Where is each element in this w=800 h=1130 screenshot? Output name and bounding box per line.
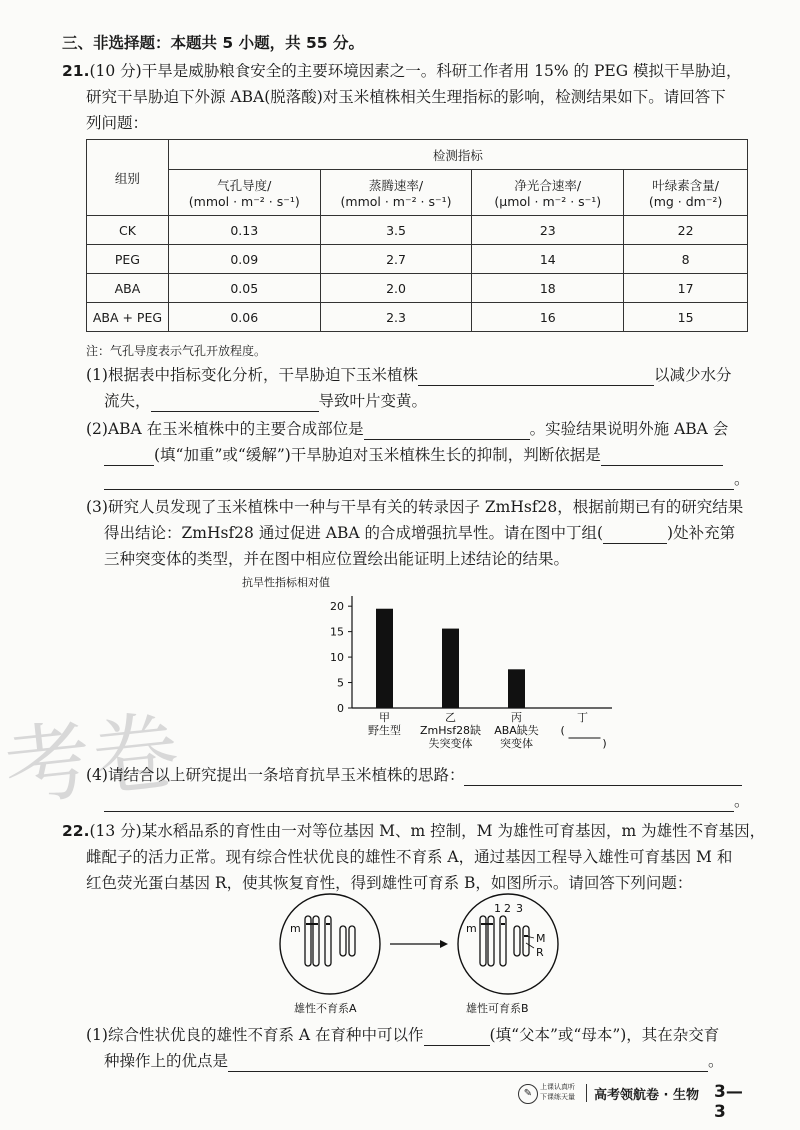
chart-category-label: ZmHsf28缺 — [419, 724, 482, 737]
q22-intro-line1 — [62, 820, 765, 842]
answer-blank[interactable] — [151, 393, 319, 412]
q21-part3-line2: 得出结论：ZmHsf28 通过促进 ABA 的合成增强抗旱性。请在图中丁组( )处补充第 — [104, 524, 736, 542]
chart-category-label: 野生型 — [368, 724, 401, 737]
q21-part3-line3: 三种突变体的类型，并在图中相应位置绘出能证明上述结论的结果。 — [104, 550, 570, 568]
chrom-number-1: 1 — [494, 902, 501, 915]
chrom-number-3: 3 — [516, 902, 523, 915]
q21-intro-line2: 研究干旱胁迫下外源 ABA(脱落酸)对玉米植株相关生理指标的影响，检测结果如下。请回答下 — [86, 88, 726, 106]
chart-y-tick-label: 0 — [337, 702, 344, 715]
cell-b-label: 雄性可育系B — [466, 1002, 529, 1015]
q21-part1-line2: 流失， 导致叶片变黄。 — [104, 392, 428, 410]
q21-part3-line1: (3)研究人员发现了玉米植株中一种与干旱有关的转录因子 ZmHsf28，根据前期已有的研究结果 — [86, 498, 744, 516]
q21-points: (10 分) — [89, 62, 142, 80]
q21-part4-line1: (4)请结合以上研究提出一条培育抗旱玉米植株的思路： — [86, 764, 742, 786]
answer-blank[interactable] — [104, 471, 734, 490]
chrom-number-2: 2 — [504, 902, 511, 915]
answer-blank[interactable] — [603, 525, 667, 544]
section-heading: 三、非选择题：本题共 5 小题，共 55 分。 — [62, 34, 364, 52]
chart-y-tick-label: 10 — [330, 651, 344, 665]
q22-points: (13 分) — [89, 822, 142, 840]
chart-category-code: 甲 — [379, 711, 390, 724]
q21-part4-line2: 。 — [104, 790, 750, 812]
q22-part1-line2: 种操作上的优点是 。 — [104, 1052, 724, 1070]
answer-blank[interactable] — [424, 1027, 490, 1046]
arrow-head-icon — [440, 940, 448, 948]
footer-slogan: 上课认真听 下课练天量 — [540, 1083, 575, 1101]
chromosome — [349, 926, 355, 956]
answer-blank[interactable] — [104, 793, 734, 812]
footer-series: 高考领航卷 · 生物 — [594, 1088, 699, 1103]
chart-y-tick-label: 20 — [330, 600, 344, 614]
chart-category-label: ABA缺失 — [494, 724, 539, 737]
watermark: 考卷 — [0, 701, 186, 819]
answer-blank[interactable] — [104, 447, 154, 466]
table-row: CK 0.13 3.5 23 22 — [87, 216, 748, 245]
table-header-group: 组别 — [87, 140, 169, 216]
table-note: 注：气孔导度表示气孔开放程度。 — [86, 344, 267, 358]
q21-data-table — [86, 139, 748, 332]
q21-part2-line1: (2)ABA 在玉米植株中的主要合成部位是 。实验结果说明外施 ABA 会 — [86, 420, 729, 438]
answer-blank[interactable] — [364, 421, 530, 440]
cell-a-label: 雄性不育系A — [294, 1002, 357, 1015]
chart-category-label: 突变体 — [500, 737, 533, 750]
label-pointer — [526, 943, 534, 948]
chart-y-tick-label: 15 — [330, 625, 344, 639]
q22-intro-line2: 雌配子的活力正常。现有综合性状优良的雄性不育系 A，通过基因工程导入雄性可育基因 M 和 — [86, 848, 733, 866]
drought-resistance-bar-chart — [230, 572, 630, 757]
q22-number: 22. — [62, 822, 90, 840]
chromosome — [340, 926, 346, 956]
chart-bar — [442, 629, 459, 708]
q21-part1-line1: (1)根据表中指标变化分析，干旱胁迫下玉米植株 以减少水分 — [86, 366, 732, 384]
q21-part2-line3: 。 — [104, 468, 750, 490]
q22-intro-text: 某水稻品系的育性由一对等位基因 M、m 控制，M 为雄性可育基因，m 为雄性不育基因， — [141, 822, 766, 840]
chromosome-diagram — [270, 888, 590, 1020]
gene-label-m: m — [290, 922, 301, 935]
chart-category-label: ) — [602, 737, 607, 750]
q22-intro-line3: 红色荧光蛋白基因 R，使其恢复育性，得到雄性可育系 B，如图所示。请回答下列问题： — [86, 874, 693, 892]
q21-intro-line3: 列问题： — [86, 114, 149, 132]
chart-category-label: 失突变体 — [428, 737, 473, 750]
gene-label-R: R — [536, 946, 544, 959]
table-col-header: 叶绿素含量/ (mg · dm⁻²) — [624, 170, 748, 216]
q22-part1-line1: (1)综合性状优良的雄性不育系 A 在育种中可以作 (填“父本”或“母本”)，其在杂交育 — [86, 1026, 720, 1044]
table-header-indicators: 检测指标 — [168, 140, 747, 170]
table-row: ABA 0.05 2.0 18 17 — [87, 274, 748, 303]
answer-blank[interactable] — [464, 767, 742, 786]
answer-blank[interactable] — [601, 447, 723, 466]
table-col-header: 气孔导度/ (mmol · m⁻² · s⁻¹) — [168, 170, 320, 216]
chart-category-label: ( — [560, 724, 565, 737]
page-footer — [518, 1082, 750, 1122]
answer-blank[interactable] — [228, 1053, 708, 1072]
chart-category-code: 乙 — [445, 711, 456, 724]
table-col-header: 净光合速率/ (μmol · m⁻² · s⁻¹) — [472, 170, 624, 216]
q21-intro-line1 — [62, 60, 742, 82]
footer-divider — [586, 1084, 587, 1102]
chart-category-code: 丁 — [577, 711, 588, 724]
chart-ylabel: 抗旱性指标相对值 — [242, 576, 330, 589]
q21-part2-line2: (填“加重”或“缓解”)干旱胁迫对玉米植株生长的抑制，判断依据是 — [104, 444, 723, 466]
q21-number: 21. — [62, 62, 90, 80]
chromosome — [514, 926, 520, 956]
chart-category-code: 丙 — [511, 711, 522, 724]
table-row: ABA + PEG 0.06 2.3 16 15 — [87, 303, 748, 332]
cell-a-outline — [280, 894, 380, 994]
chart-y-tick-label: 5 — [337, 676, 344, 690]
page-number: 3—3 — [714, 1082, 743, 1122]
chart-bar — [376, 609, 393, 708]
gene-label-m: m — [466, 922, 477, 935]
answer-blank[interactable] — [418, 367, 654, 386]
chart-bar — [508, 669, 525, 708]
gene-label-M: M — [536, 932, 546, 945]
q21-intro-text: 干旱是威胁粮食安全的主要环境因素之一。科研工作者用 15% 的 PEG 模拟干旱胁迫， — [141, 62, 742, 80]
table-col-header: 蒸腾速率/ (mmol · m⁻² · s⁻¹) — [320, 170, 472, 216]
table-row: PEG 0.09 2.7 14 8 — [87, 245, 748, 274]
logo-icon: ✎ — [518, 1084, 538, 1104]
chromosome — [523, 926, 529, 956]
